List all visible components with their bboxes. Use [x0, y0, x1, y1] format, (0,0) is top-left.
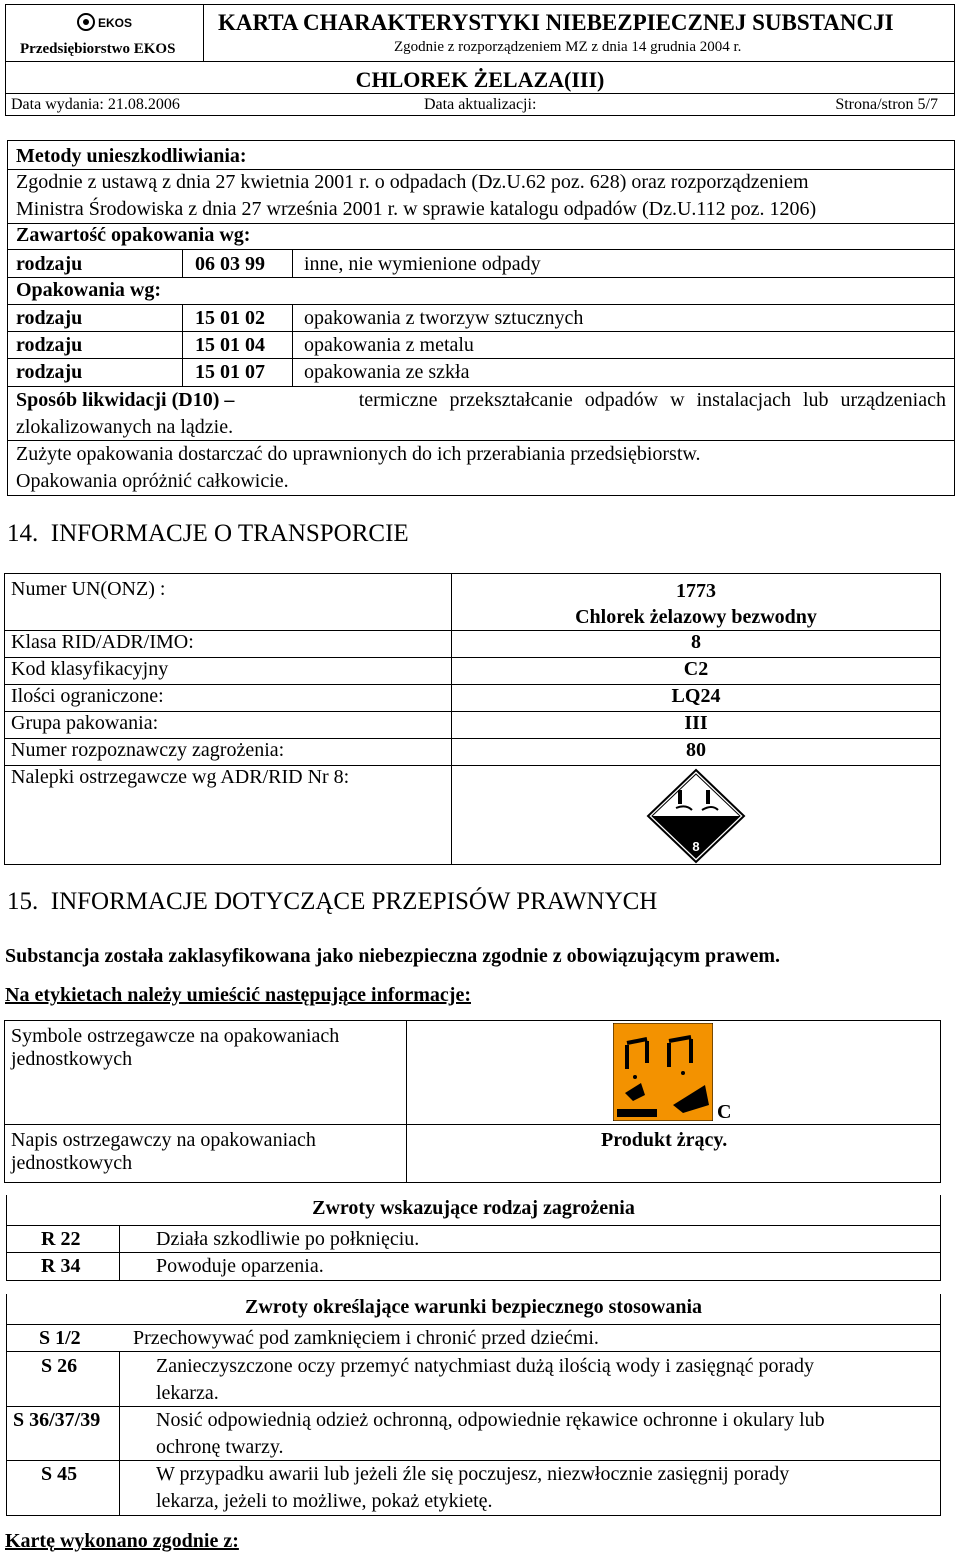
symbols-label: Symbole ostrzegawcze na opakowaniach jednostkowych: [11, 1025, 340, 1070]
classification-statement: Substancja została zaklasyfikowana jako niebezpieczna zgodnie z obowiązującym prawem.: [5, 945, 780, 967]
symbols-label-cell: [5, 1021, 407, 1125]
warning-text-cell: [407, 1125, 941, 1183]
content-row-code: 06 03 99: [195, 253, 265, 275]
pack-row-code: 15 01 04: [195, 334, 265, 356]
content-row-desc: inne, nie wymienione odpady: [304, 253, 541, 275]
transport-row-label: Numer rozpoznawczy zagrożenia:: [5, 739, 452, 766]
warning-text: Produkt żrący.: [601, 1129, 728, 1151]
symbol-letter: C: [717, 1101, 732, 1123]
law-line-2: Ministra Środowiska z dnia 27 września 2001 r. w sprawie katalogu odpadów (Dz.U.112 poz. 1206): [16, 198, 817, 220]
document-header: [5, 4, 955, 116]
pack-title: Opakowania wg:: [16, 279, 162, 301]
pack-row-desc: opakowania z metalu: [304, 334, 474, 356]
date-row: [6, 93, 954, 115]
ekos-logo-icon: [76, 11, 138, 33]
r-phrases-block: [6, 1195, 941, 1281]
un-label: Numer UN(ONZ) :: [11, 578, 166, 600]
document-title: KARTA CHARAKTERYSTYKI NIEBEZPIECZNEJ SUBSTANCJI: [218, 10, 894, 35]
packaging-note-1: Zużyte opakowania dostarczać do uprawnionych do ich przerabiania przedsiębiorstw.: [16, 443, 701, 465]
transport-row-label: Ilości ograniczone:: [5, 685, 452, 712]
r-phrase-text: Działa szkodliwie po połknięciu.: [156, 1228, 420, 1250]
s-phrase-text-continued: lekarza, jeżeli to możliwe, pokaż etykietę.: [156, 1490, 493, 1512]
s-phrase-code: S 26: [41, 1355, 78, 1377]
footer-note: Kartę wykonano zgodnie z:: [5, 1530, 239, 1552]
disposal-method: [16, 389, 946, 412]
s-phrase-text-continued: ochronę twarzy.: [156, 1436, 284, 1458]
sticker-cell: [452, 766, 941, 865]
pack-row-code: 15 01 02: [195, 307, 265, 329]
s-phrases-block: [6, 1294, 941, 1516]
disposal-section: [7, 140, 955, 496]
company-cell: [6, 5, 204, 61]
substance-row: [6, 61, 954, 97]
s-phrase-text-continued: lekarza.: [156, 1382, 219, 1404]
un-number: 1773: [676, 580, 716, 602]
pack-row-label: rodzaju: [16, 307, 83, 329]
content-row-label: rodzaju: [16, 253, 83, 275]
law-line-1: Zgodnie z ustawą z dnia 27 kwietnia 2001 r. o odpadach (Dz.U.62 poz. 628) oraz rozporządzeniem: [16, 171, 809, 193]
content-title: Zawartość opakowania wg:: [16, 224, 251, 246]
un-value-cell: [452, 574, 941, 631]
s-phrase-text: Przechowywać pod zamknięciem i chronić przed dziećmi.: [133, 1327, 599, 1349]
transport-row-value: 8: [452, 631, 941, 658]
ekos-logo: [76, 11, 138, 33]
transport-row-label: Kod klasyfikacyjny: [5, 658, 452, 685]
transport-row-value: LQ24: [452, 685, 941, 712]
transport-row-value: C2: [452, 658, 941, 685]
transport-row-value: III: [452, 712, 941, 739]
s-phrase-text: Zanieczyszczone oczy przemyć natychmiast dużą ilością wody i zasięgnąć porady: [156, 1355, 815, 1377]
label-info-heading: Na etykietach należy umieścić następujące informacje:: [5, 984, 471, 1006]
s-phrase-code: S 1/2: [39, 1327, 81, 1349]
section-14-title: 14. INFORMACJE O TRANSPORCIE: [7, 520, 409, 547]
s-phrase-text: Nosić odpowiednią odzież ochronną, odpowiednie rękawice ochronne i okulary lub: [156, 1409, 825, 1431]
transport-row-label: Klasa RID/ADR/IMO:: [5, 631, 452, 658]
title-cell: [204, 5, 954, 61]
packaging-note-2: Opakowania opróżnić całkowicie.: [16, 470, 289, 492]
issue-date: Data wydania: 21.08.2006: [11, 96, 180, 113]
r-phrase-code: R 22: [41, 1228, 81, 1250]
substance-name: CHLOREK ŻELAZA(III): [355, 67, 605, 92]
svg-text:EKOS: EKOS: [98, 16, 133, 30]
section-15-title: 15. INFORMACJE DOTYCZĄCE PRZEPISÓW PRAWNYCH: [7, 888, 658, 915]
sticker-label: Nalepki ostrzegawcze wg ADR/RID Nr 8:: [11, 766, 350, 788]
methods-title: Metody unieszkodliwiania:: [16, 145, 247, 167]
disposal-text: termiczne przekształcanie odpadów w instalacjach lub urządzeniach: [358, 389, 946, 411]
warning-label-cell: [5, 1125, 407, 1183]
transport-row-label: Grupa pakowania:: [5, 712, 452, 739]
s-phrase-code: S 36/37/39: [13, 1409, 101, 1431]
un-label-cell: [5, 574, 452, 631]
pack-row-label: rodzaju: [16, 361, 83, 383]
pack-row-desc: opakowania ze szkła: [304, 361, 470, 383]
disposal-label: Sposób likwidacji (D10) –: [16, 389, 235, 411]
warning-label: Napis ostrzegawczy na opakowaniach jednostkowych: [11, 1129, 316, 1174]
update-date: Data aktualizacji:: [424, 96, 537, 113]
symbols-cell: [407, 1021, 941, 1125]
label-table: [4, 1020, 941, 1183]
page-number: Strona/stron 5/7: [835, 96, 938, 113]
document-subtitle: Zgodnie z rozporządzeniem MZ z dnia 14 grudnia 2004 r.: [394, 39, 742, 55]
transport-row-value: 80: [452, 739, 941, 766]
corrosive-class-8-icon: [646, 768, 746, 864]
pack-row-desc: opakowania z tworzyw sztucznych: [304, 307, 584, 329]
s-phrase-code: S 45: [41, 1463, 78, 1485]
un-substance-name: Chlorek żelazowy bezwodny: [575, 606, 817, 628]
transport-table: [4, 573, 941, 865]
disposal-text-2: zlokalizowanych na lądzie.: [16, 416, 234, 438]
r-phrases-title: Zwroty wskazujące rodzaj zagrożenia: [312, 1197, 635, 1219]
corrosive-hazard-symbol-icon: [613, 1023, 713, 1121]
class-number: 8: [692, 839, 700, 854]
r-phrase-code: R 34: [41, 1255, 81, 1277]
sticker-label-cell: [5, 766, 452, 865]
pack-row-code: 15 01 07: [195, 361, 265, 383]
pack-row-label: rodzaju: [16, 334, 83, 356]
s-phrases-title: Zwroty określające warunki bezpiecznego stosowania: [244, 1296, 702, 1318]
company-name: Przedsiębiorstwo EKOS: [20, 41, 176, 57]
s-phrase-text: W przypadku awarii lub jeżeli źle się poczujesz, niezwłocznie zasięgnij porady: [156, 1463, 790, 1485]
r-phrase-text: Powoduje oparzenia.: [156, 1255, 324, 1277]
